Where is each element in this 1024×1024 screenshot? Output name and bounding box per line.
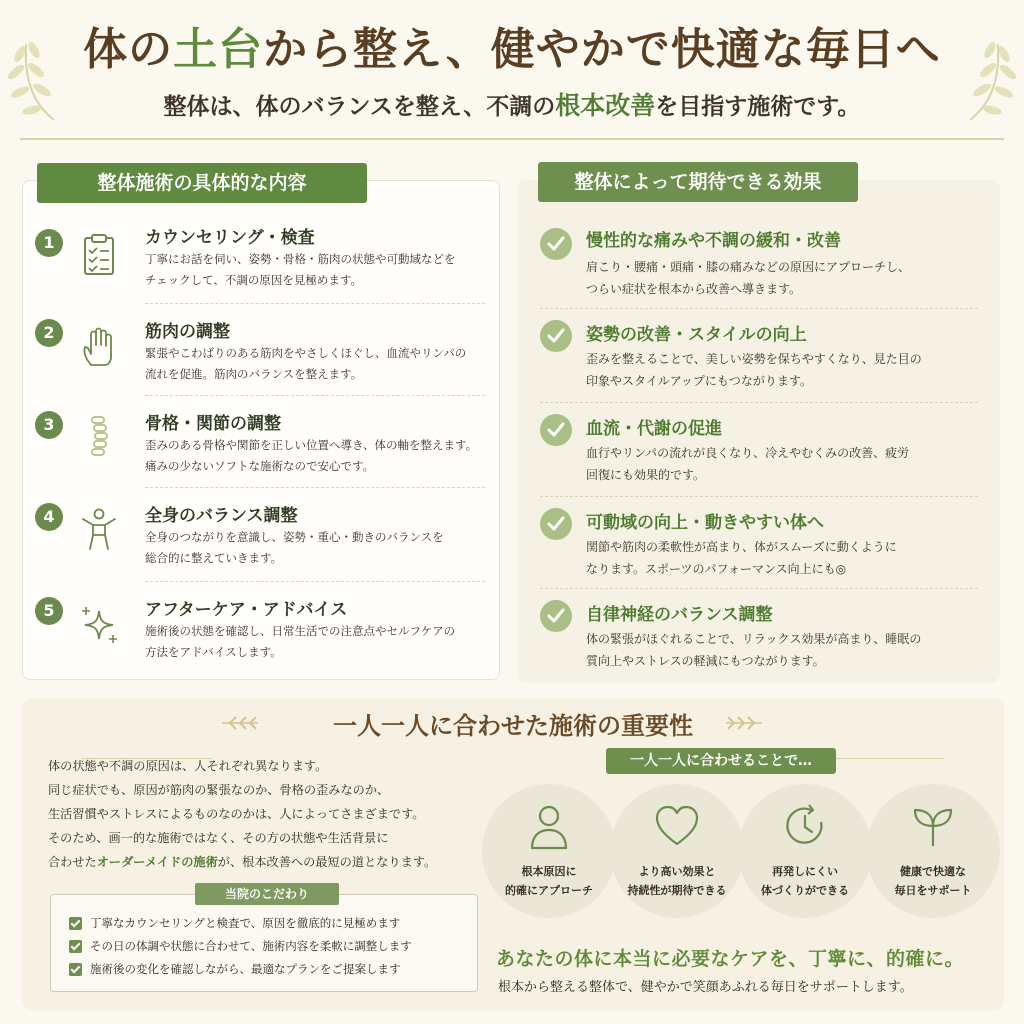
clipboard-icon bbox=[77, 233, 121, 277]
item-desc: 丁寧にお話を伺い、姿勢・骨格・筋肉の状態や可動域などを チェックして、不調の原因を見極めます。 bbox=[145, 252, 456, 287]
item-desc: 緊張やこわばりのある筋肉をやさしくほぐし、血流やリンパの 流れを促進。筋肉のバランスを整えます。 bbox=[145, 346, 467, 381]
effect-desc: 関節や筋肉の柔軟性が高まり、体がスムーズに動くように なります。スポーツのパフォーマンス向上にも◎ bbox=[586, 540, 897, 576]
title-accent: 土台 bbox=[173, 24, 264, 75]
heart-icon bbox=[653, 802, 701, 854]
benefit-text: 再発しにくい 体づくりができる bbox=[761, 865, 849, 897]
step-number: 5 bbox=[35, 597, 63, 625]
item-title: 全身のバランス調整 bbox=[145, 506, 298, 526]
expected-effects-panel bbox=[518, 171, 1000, 682]
effect-desc: 血行やリンパの流れが良くなり、冷えやむくみの改善、疲労 回復にも効果的です。 bbox=[586, 446, 910, 482]
effect-divider bbox=[540, 308, 978, 309]
effect-title: 姿勢の改善・スタイルの向上 bbox=[586, 325, 807, 345]
check-icon bbox=[540, 600, 572, 632]
expected-effects-heading: 整体によって期待できる効果 bbox=[538, 162, 858, 202]
item-divider bbox=[145, 581, 485, 582]
effect-desc: 肩こり・腰痛・頭痛・膝の痛みなどの原因にアプローチし、 つらい症状を根本から改善へ導きます。 bbox=[586, 260, 911, 296]
sprig-right-icon bbox=[724, 714, 764, 732]
item-title: 骨格・関節の調整 bbox=[145, 414, 281, 434]
check-icon bbox=[540, 508, 572, 540]
spine-icon bbox=[77, 415, 121, 459]
effect-title: 可動域の向上・動きやすい体へ bbox=[586, 513, 824, 533]
effect-divider bbox=[540, 496, 978, 497]
benefit-circle bbox=[866, 784, 1000, 918]
effect-title: 自律神経のバランス調整 bbox=[586, 605, 773, 625]
item-divider bbox=[145, 395, 485, 396]
check-icon bbox=[540, 320, 572, 352]
page-title: 体の土台から整え、健やかで快適な毎日へ bbox=[83, 24, 941, 75]
benefit-text: より高い効果と 持続性が期待できる bbox=[627, 865, 727, 897]
item-divider bbox=[145, 303, 485, 304]
item-title: アフターケア・アドバイス bbox=[145, 600, 348, 620]
closing-text: 根本から整える整体で、健やかで笑顔あふれる毎日をサポートします。 bbox=[498, 980, 913, 995]
hand-icon bbox=[77, 325, 121, 369]
benefit-text: 健康で快適な 毎日をサポート bbox=[894, 865, 972, 897]
item-desc: 歪みのある骨格や関節を正しい位置へ導き、体の軸を整えます。 痛みの少ないソフトな施術なので安心です。 bbox=[145, 438, 478, 473]
importance-section bbox=[22, 698, 1004, 1010]
closing-headline: あなたの体に本当に必要なケアを、丁寧に、的確に。 bbox=[496, 948, 965, 970]
effect-desc: 体の緊張がほぐれることで、リラックス効果が高まり、睡眠の 質向上やストレスの軽減にもつながります。 bbox=[586, 632, 922, 668]
treatment-content-panel bbox=[22, 172, 500, 680]
effect-title: 血流・代謝の促進 bbox=[586, 419, 722, 439]
effect-desc: 歪みを整えることで、美しい姿勢を保ちやすくなり、見た目の 印象やスタイルアップにもつながります。 bbox=[586, 352, 922, 388]
body-icon bbox=[77, 507, 121, 551]
checkbox-icon bbox=[69, 963, 82, 976]
effect-divider bbox=[540, 402, 978, 403]
kodawari-item: 丁寧なカウンセリングと検査で、原因を徹底的に見極めます bbox=[69, 915, 400, 931]
check-icon bbox=[540, 414, 572, 446]
importance-title: 一人一人に合わせた施術の重要性 bbox=[333, 711, 693, 740]
header bbox=[0, 18, 1024, 138]
kodawari-label: 当院のこだわり bbox=[195, 883, 339, 905]
item-divider bbox=[145, 487, 485, 488]
order-made-highlight: オーダーメイドの施術 bbox=[96, 855, 218, 869]
step-number: 1 bbox=[35, 229, 63, 257]
step-number: 4 bbox=[35, 503, 63, 531]
benefit-circle bbox=[610, 784, 744, 918]
clock-icon bbox=[781, 802, 829, 854]
benefit-circle bbox=[738, 784, 872, 918]
step-number: 3 bbox=[35, 411, 63, 439]
item-title: カウンセリング・検査 bbox=[145, 228, 315, 248]
page-subtitle: 整体は、体のバランスを整え、不調の根本改善を目指す施術です。 bbox=[163, 91, 861, 120]
checkbox-icon bbox=[69, 940, 82, 953]
individual-pill: 一人一人に合わせることで… bbox=[606, 748, 836, 774]
kodawari-item: 施術後の変化を確認しながら、最適なプランをご提案します bbox=[69, 961, 401, 977]
checkbox-icon bbox=[69, 917, 82, 930]
item-desc: 施術後の状態を確認し、日常生活での注意点やセルフケアの 方法をアドバイスします。 bbox=[145, 624, 456, 659]
header-divider bbox=[20, 138, 1004, 140]
item-desc: 全身のつながりを意識し、姿勢・重心・動きのバランスを 総合的に整えていきます。 bbox=[145, 530, 444, 565]
check-icon bbox=[540, 228, 572, 260]
sparkle-icon bbox=[77, 603, 121, 647]
sprout-icon bbox=[909, 802, 957, 854]
kodawari-box bbox=[50, 887, 478, 992]
benefit-text: 根本原因に 的確にアプローチ bbox=[505, 865, 593, 897]
person-icon bbox=[525, 802, 573, 854]
subtitle-accent: 根本改善 bbox=[555, 91, 656, 120]
effect-title: 慢性的な痛みや不調の緩和・改善 bbox=[586, 231, 841, 251]
kodawari-item: その日の体調や状態に合わせて、施術内容を柔軟に調整します bbox=[69, 938, 412, 954]
treatment-content-heading: 整体施術の具体的な内容 bbox=[37, 163, 367, 203]
benefit-circle bbox=[482, 784, 616, 918]
step-number: 2 bbox=[35, 319, 63, 347]
importance-body: 体の状態や不調の原因は、人それぞれ異なります。 同じ症状でも、原因が筋肉の緊張なのか、骨格の歪みなのか、 生活習慣やストレスによるものなのかは、人によってさまざまです。 そのため、画一的な施術ではなく、その方の状態や生活背景に 合わせたオーダーメイドの施術が、根本改善への最短の道となります。 bbox=[48, 759, 437, 869]
effect-divider bbox=[540, 588, 978, 589]
item-title: 筋肉の調整 bbox=[145, 322, 230, 342]
